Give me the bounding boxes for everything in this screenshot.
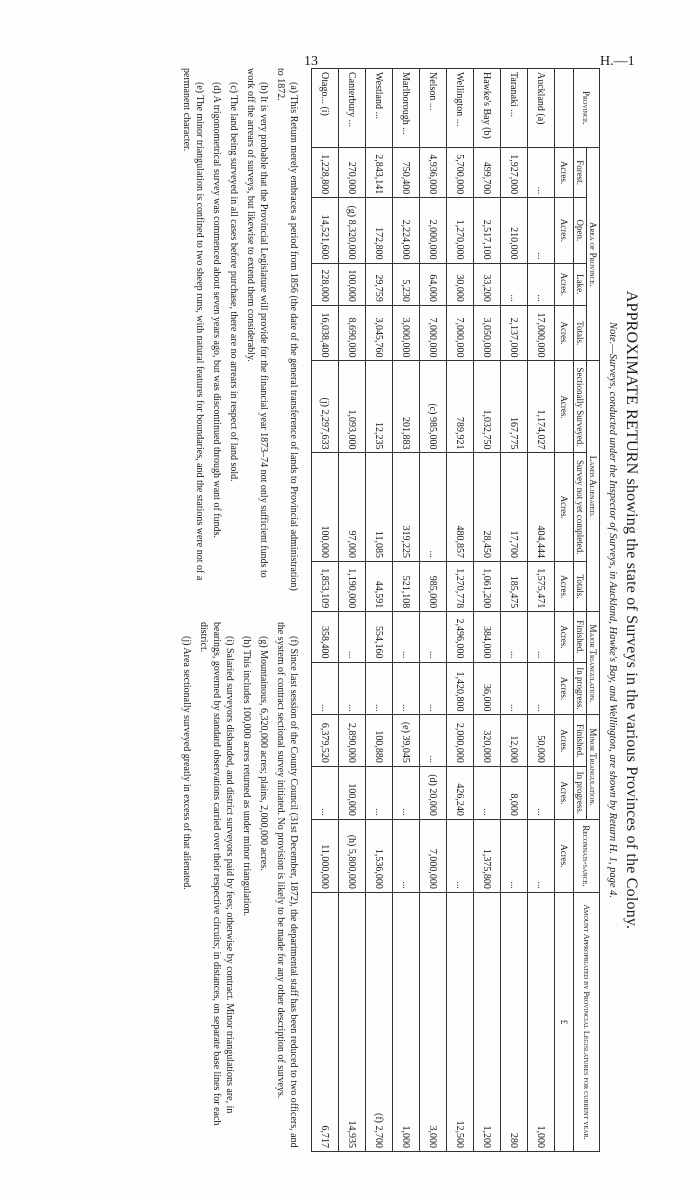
unit-cell: Acres. xyxy=(555,612,574,662)
unit-cell: Acres. xyxy=(555,562,574,612)
lands-total-cell: 1,270,778 xyxy=(447,562,474,612)
footnote: (g) Mountainous, 6,320,000 acres; plains, 2,000,000 acres. xyxy=(258,636,269,871)
major-finished-cell: 384,000 xyxy=(474,612,501,662)
sectionally-cell: 12,235 xyxy=(366,361,393,453)
reconnaissance-header: Reconnais-sance. xyxy=(574,819,600,892)
footnotes-right-column xyxy=(176,622,300,1152)
table-row xyxy=(366,69,393,1152)
unit-cell: Acres. xyxy=(555,766,574,819)
lands-total-cell: 985,000 xyxy=(420,562,447,612)
major-finished-cell: ... xyxy=(501,612,528,662)
lands-total-cell: 1,853,109 xyxy=(312,562,339,612)
sectionally-cell: 1,174,027 xyxy=(528,361,555,453)
minor-finished-header: Finished. xyxy=(574,715,587,766)
minor-progress-cell: ... xyxy=(474,766,501,819)
reconnaissance-cell: (h) 5,800,000 xyxy=(339,819,366,892)
major-progress-cell: ... xyxy=(393,662,420,715)
lake-cell: 30,000 xyxy=(447,263,474,305)
unit-cell: Acres. xyxy=(555,198,574,263)
sectionally-cell: 1,093,000 xyxy=(339,361,366,453)
lake-cell: ... xyxy=(501,263,528,305)
major-triangulation-header: Major Triangulation. xyxy=(587,612,600,715)
not-completed-header: Survey not yet completed. xyxy=(574,453,587,562)
not-completed-cell: 17,700 xyxy=(501,453,528,562)
province-cell: Auckland (a) xyxy=(528,69,555,148)
lands-total-cell: 1,190,000 xyxy=(339,562,366,612)
lake-cell: 100,000 xyxy=(339,263,366,305)
province-cell: Canterbury ... xyxy=(339,69,366,148)
return-title: APPROXIMATE RETURN showing the state of Surveys in the various Provinces of the Colony. xyxy=(623,290,640,930)
footnote: (h) This includes 100,000 acres returned as under minor triangulation. xyxy=(241,636,252,917)
forest-cell: 2,843,141 xyxy=(366,147,393,197)
lands-total-cell: 521,108 xyxy=(393,562,420,612)
forest-cell: 270,000 xyxy=(339,147,366,197)
table-row xyxy=(447,69,474,1152)
area-total-cell: 3,000,000 xyxy=(393,305,420,361)
major-finished-cell: ... xyxy=(339,612,366,662)
minor-progress-cell: ... xyxy=(393,766,420,819)
sectionally-cell: (j) 2,297,633 xyxy=(312,361,339,453)
lake-cell: 228,000 xyxy=(312,263,339,305)
amount-cell: 1,000 xyxy=(393,892,420,1151)
province-header: Province. xyxy=(574,69,600,148)
lake-cell: 29,759 xyxy=(366,263,393,305)
amount-cell: 12,500 xyxy=(447,892,474,1151)
table-row xyxy=(339,69,366,1152)
footnote: (i) Salaried surveyors disbanded, and district surveyors paid by fees; otherwise by contract. Minor triangulations are, in bearings, governed by standard observations carried over their respective circuits; in distances, on separate base lines for each district. xyxy=(198,622,235,1126)
footnotes-left-column xyxy=(176,68,300,598)
footnote: (b) It is very probable that the Provincial Legislature will provide for the financial year 1873–74 not only sufficient funds to work off the arrears of surveys, but likewise to extend them considerably. xyxy=(245,68,269,578)
unit-cell: Acres. xyxy=(555,147,574,197)
amount-cell: 1,000 xyxy=(528,892,555,1151)
minor-in-progress-header: In progress. xyxy=(574,766,587,819)
forest-cell: 1,228,800 xyxy=(312,147,339,197)
minor-progress-cell: (d) 20,000 xyxy=(420,766,447,819)
major-finished-cell: 2,496,000 xyxy=(447,612,474,662)
sectionally-cell: 789,921 xyxy=(447,361,474,453)
return-note: Note.—Surveys, conducted under the Inspector of Surveys, in Auckland, Hawke's Bay, and Wellington, are shown by Return H. 1, page 4. xyxy=(607,321,618,899)
province-cell: Otago... (i) xyxy=(312,69,339,148)
table-row xyxy=(312,69,339,1152)
page-number: 13 xyxy=(304,54,318,69)
forest-cell: 499,700 xyxy=(474,147,501,197)
minor-finished-cell: 2,890,000 xyxy=(339,715,366,766)
forest-cell: ... xyxy=(528,147,555,197)
footnote: (a) This Return merely embraces a period from 1856 (the date of the general transference of lands to Provincial administration) to 1872. xyxy=(275,68,299,591)
table-row xyxy=(474,69,501,1152)
area-total-cell: 8,690,000 xyxy=(339,305,366,361)
open-header: Open. xyxy=(574,198,587,263)
area-total-cell: 16,038,400 xyxy=(312,305,339,361)
province-cell: Taranaki ... xyxy=(501,69,528,148)
lake-cell: 5,230 xyxy=(393,263,420,305)
forest-cell: 1,927,000 xyxy=(501,147,528,197)
lands-total-cell: 1,575,471 xyxy=(528,562,555,612)
unit-cell: Acres. xyxy=(555,263,574,305)
not-completed-cell: ... xyxy=(420,453,447,562)
open-cell: 172,800 xyxy=(366,198,393,263)
footnote: (e) The minor triangulation is confined to two sheep runs, with natural features for boundaries, and the stations were not of a permanent character. xyxy=(181,68,205,581)
units-row xyxy=(555,69,574,1152)
lake-cell: 33,200 xyxy=(474,263,501,305)
amount-header: Amount Appropriated by Provincial Legislatures for current year. xyxy=(574,892,600,1151)
minor-finished-cell: (e) 39,045 xyxy=(393,715,420,766)
area-total-cell: 3,045,760 xyxy=(366,305,393,361)
area-total-cell: 2,137,000 xyxy=(501,305,528,361)
major-in-progress-header: In progress. xyxy=(574,662,587,715)
lands-totals-header: Totals. xyxy=(574,562,587,612)
open-cell: 2,000,000 xyxy=(420,198,447,263)
area-total-cell: 3,050,000 xyxy=(474,305,501,361)
lands-group-header: Lands Alienated. xyxy=(587,361,600,612)
major-progress-cell: ... xyxy=(528,662,555,715)
reconnaissance-cell: 7,000,000 xyxy=(420,819,447,892)
major-finished-cell: ... xyxy=(393,612,420,662)
lands-total-cell: 1,061,200 xyxy=(474,562,501,612)
amount-cell: 14,935 xyxy=(339,892,366,1151)
not-completed-cell: 100,000 xyxy=(312,453,339,562)
rotated-return-page xyxy=(40,60,640,1160)
footnote: (d) A trigonometrical survey was commenced about seven years ago, but was discontinued through want of funds. xyxy=(211,82,222,539)
sectionally-cell: 167,775 xyxy=(501,361,528,453)
province-cell: Wellington ... xyxy=(447,69,474,148)
open-cell: 1,270,000 xyxy=(447,198,474,263)
document-code: H.—1 xyxy=(600,54,635,69)
lake-cell: ... xyxy=(528,263,555,305)
sectionally-surveyed-header: Sectionally Surveyed. xyxy=(574,361,587,453)
open-cell: ... xyxy=(528,198,555,263)
unit-cell: Acres. xyxy=(555,361,574,453)
major-finished-header: Finished. xyxy=(574,612,587,662)
open-cell: 14,521,600 xyxy=(312,198,339,263)
major-progress-cell: ... xyxy=(312,662,339,715)
reconnaissance-cell: 11,000,000 xyxy=(312,819,339,892)
not-completed-cell: 28,450 xyxy=(474,453,501,562)
reconnaissance-cell: ... xyxy=(528,819,555,892)
unit-cell: Acres. xyxy=(555,662,574,715)
table-row xyxy=(420,69,447,1152)
minor-finished-cell: ... xyxy=(420,715,447,766)
province-cell: Nelson ... xyxy=(420,69,447,148)
survey-return-table xyxy=(311,68,600,1152)
open-cell: 210,000 xyxy=(501,198,528,263)
not-completed-cell: 11,085 xyxy=(366,453,393,562)
minor-finished-cell: 6,379,520 xyxy=(312,715,339,766)
minor-progress-cell: 8,000 xyxy=(501,766,528,819)
unit-cell: Acres. xyxy=(555,819,574,892)
footnote: (c) The land being surveyed in all cases before purchase, there are no arrears in respect of land sold. xyxy=(228,82,239,482)
minor-progress-cell: 426,240 xyxy=(447,766,474,819)
reconnaissance-cell: ... xyxy=(393,819,420,892)
units-blank-cell xyxy=(555,69,574,148)
open-cell: 2,517,100 xyxy=(474,198,501,263)
major-finished-cell: 358,400 xyxy=(312,612,339,662)
forest-cell: 750,400 xyxy=(393,147,420,197)
table-row xyxy=(393,69,420,1152)
major-finished-cell: ... xyxy=(528,612,555,662)
forest-cell: 5,700,000 xyxy=(447,147,474,197)
sectionally-cell: (c) 985,000 xyxy=(420,361,447,453)
forest-header: Forest. xyxy=(574,147,587,197)
lands-total-cell: 44,591 xyxy=(366,562,393,612)
minor-finished-cell: 2,000,000 xyxy=(447,715,474,766)
open-cell: 2,224,000 xyxy=(393,198,420,263)
province-cell: Hawke's Bay (b) xyxy=(474,69,501,148)
minor-finished-cell: 320,000 xyxy=(474,715,501,766)
table-row xyxy=(528,69,555,1152)
not-completed-cell: 97,000 xyxy=(339,453,366,562)
amount-cell: 280 xyxy=(501,892,528,1151)
footnote: (f) Since last session of the County Council (31st December, 1872), the departmental staff has been reduced to two officers, and the system of contract sectional survey initiated. No provision is likely to be made for any other description of surveys. xyxy=(275,622,299,1148)
major-finished-cell: ... xyxy=(420,612,447,662)
minor-triangulation-header: Minor Triangulation. xyxy=(587,715,600,819)
open-cell: (g) 8,320,000 xyxy=(339,198,366,263)
area-group-header: Area of Province. xyxy=(587,147,600,361)
footnote: (j) Area sectionally surveyed greatly in excess of that alienated. xyxy=(181,636,192,890)
amount-cell: 3,000 xyxy=(420,892,447,1151)
major-progress-cell: ... xyxy=(501,662,528,715)
not-completed-cell: 404,444 xyxy=(528,453,555,562)
sectionally-cell: 1,032,750 xyxy=(474,361,501,453)
lake-header: Lake. xyxy=(574,263,587,305)
unit-cell: £ xyxy=(555,892,574,1151)
unit-cell: Acres. xyxy=(555,715,574,766)
reconnaissance-cell: ... xyxy=(501,819,528,892)
table-row xyxy=(501,69,528,1152)
major-progress-cell: ... xyxy=(366,662,393,715)
major-finished-cell: 554,160 xyxy=(366,612,393,662)
minor-finished-cell: 12,000 xyxy=(501,715,528,766)
minor-progress-cell: 100,000 xyxy=(339,766,366,819)
not-completed-cell: 319,225 xyxy=(393,453,420,562)
sectionally-cell: 201,883 xyxy=(393,361,420,453)
lands-total-cell: 185,475 xyxy=(501,562,528,612)
area-total-cell: 7,000,000 xyxy=(447,305,474,361)
province-cell: Marlborough ... xyxy=(393,69,420,148)
major-progress-cell: 1,420,800 xyxy=(447,662,474,715)
minor-progress-cell: ... xyxy=(366,766,393,819)
province-cell: Westland ... xyxy=(366,69,393,148)
amount-cell: 1,200 xyxy=(474,892,501,1151)
area-total-cell: 7,000,000 xyxy=(420,305,447,361)
area-totals-header: Totals. xyxy=(574,305,587,361)
minor-progress-cell: ... xyxy=(312,766,339,819)
reconnaissance-cell: 1,536,000 xyxy=(366,819,393,892)
reconnaissance-cell: 1,375,800 xyxy=(474,819,501,892)
minor-progress-cell: ... xyxy=(528,766,555,819)
minor-finished-cell: 100,880 xyxy=(366,715,393,766)
amount-cell: (f) 2,700 xyxy=(366,892,393,1151)
reconnaissance-cell: ... xyxy=(447,819,474,892)
forest-cell: 4,936,000 xyxy=(420,147,447,197)
unit-cell: Acres. xyxy=(555,453,574,562)
not-completed-cell: 480,857 xyxy=(447,453,474,562)
amount-cell: 6,717 xyxy=(312,892,339,1151)
major-progress-cell: ... xyxy=(339,662,366,715)
major-progress-cell: ... xyxy=(420,662,447,715)
area-total-cell: 17,000,000 xyxy=(528,305,555,361)
lake-cell: 64,000 xyxy=(420,263,447,305)
minor-finished-cell: 50,000 xyxy=(528,715,555,766)
unit-cell: Acres. xyxy=(555,305,574,361)
major-progress-cell: 36,000 xyxy=(474,662,501,715)
